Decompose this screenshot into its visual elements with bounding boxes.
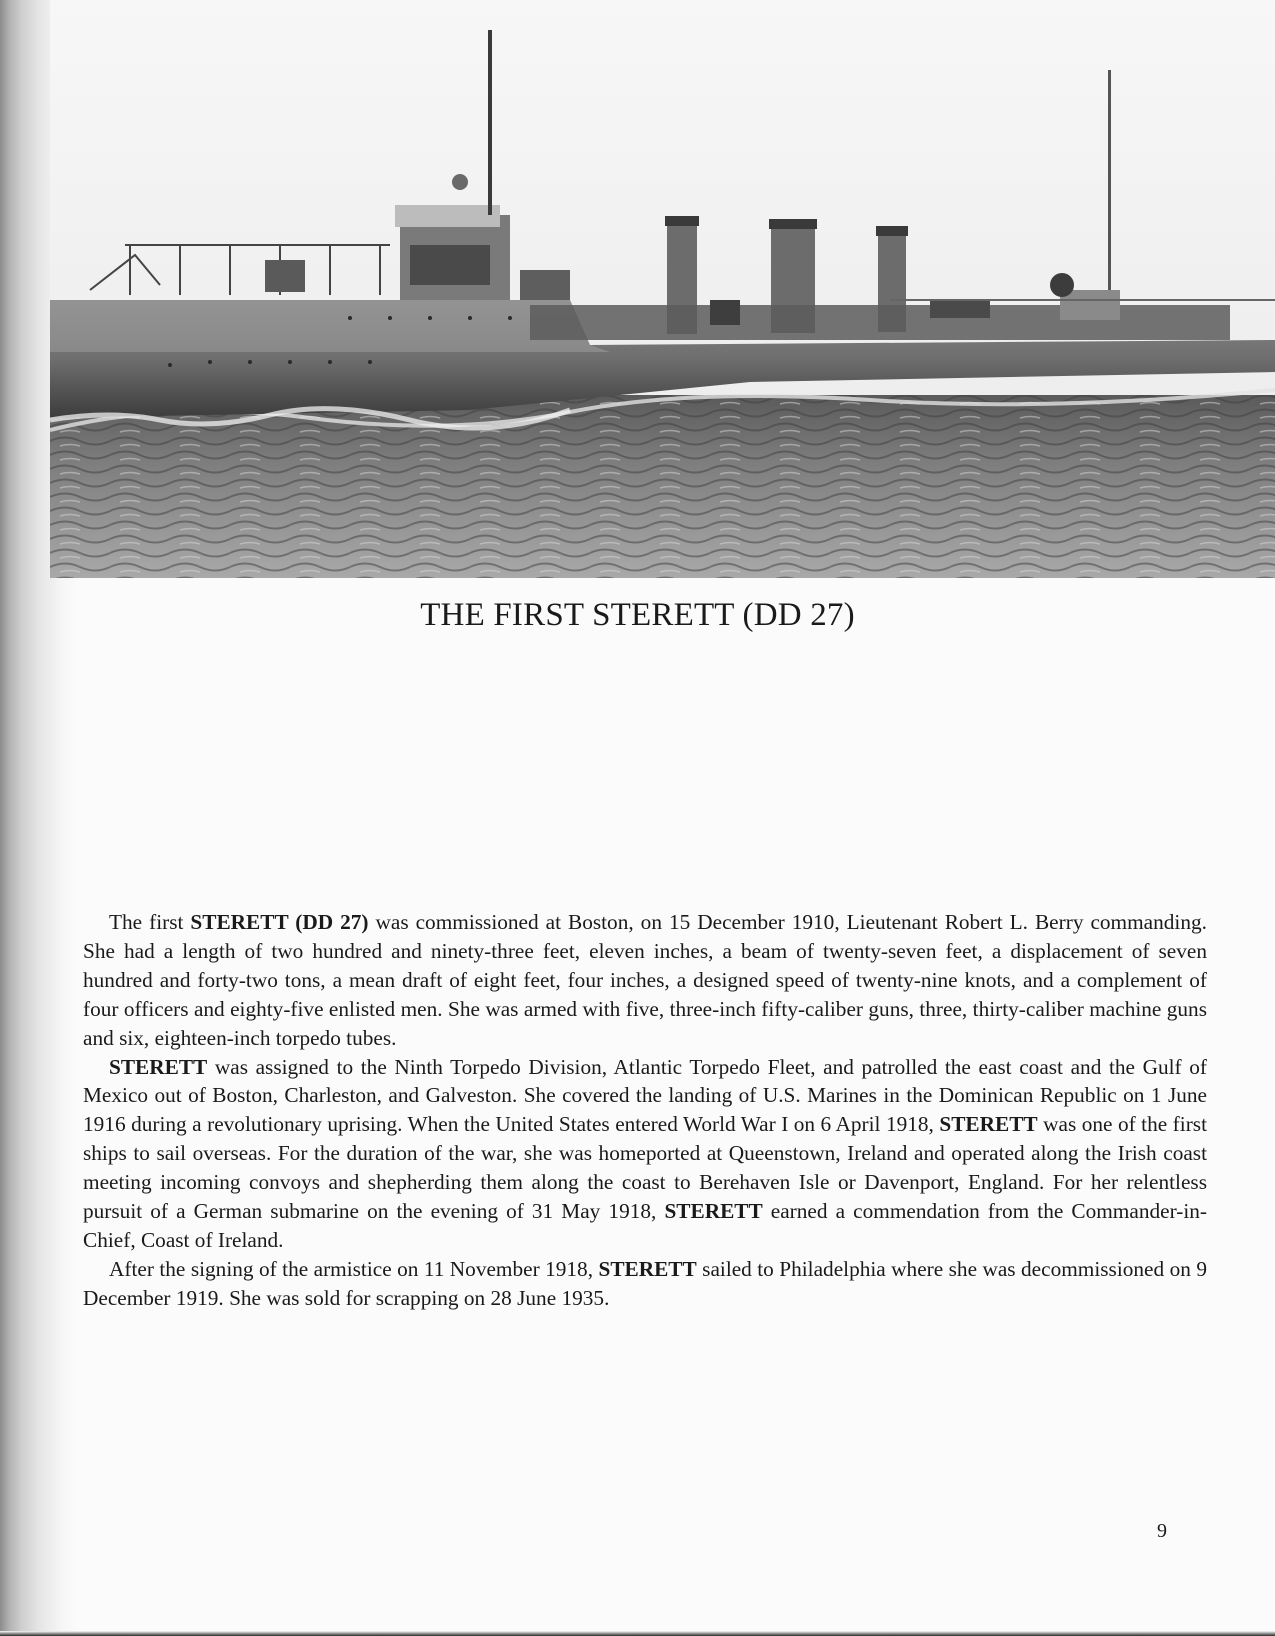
text-run: was assigned to the Ninth Torpedo Division, Atlantic Torpedo Fleet, and patrolled the east coast and the Gulf of Mexico out of Boston, Charleston, and Galveston. She covered the landing of U.S. Marines in the Dominican Republic on 1 June 1916 during a revolutionary uprising. When the United States entered World War I on 6 April 1918, (83, 1054, 1207, 1137)
paragraph (83, 908, 1207, 1053)
ship-name: STERETT (109, 1054, 208, 1079)
page-title: THE FIRST STERETT (DD 27) (420, 597, 855, 633)
page-bottom-edge (0, 1631, 1275, 1636)
body-text (83, 908, 1207, 1313)
paragraph (83, 1255, 1207, 1313)
destroyer-photograph (50, 0, 1275, 578)
text-run: earned a commendation from the Commander-in-Chief, Coast of Ireland. (83, 1199, 1207, 1252)
ship-name: STERETT (598, 1256, 697, 1281)
text-run: was one of the first ships to sail overseas. For the duration of the war, she was homeported at Queenstown, Ireland and operated along the Irish coast meeting incoming convoys and shepherding them along the coast to Berehaven Isle or Davenport, England. For her relentless pursuit of a German submarine on the evening of 31 May 1918, (83, 1112, 1207, 1224)
page-number: 9 (1157, 1520, 1167, 1542)
text-run: The first (109, 910, 191, 934)
paragraph (83, 1053, 1207, 1255)
text-run: sailed to Philadelphia where she was decommissioned on 9 December 1919. She was sold for scrapping on 28 June 1935. (83, 1256, 1207, 1310)
text-run: was commissioned at Boston, on 15 December 1910, Lieutenant Robert L. Berry commanding. She had a length of two hundred and ninety-three feet, eleven inches, a beam of twenty-seven feet, a displacement of seven hundred and forty-two tons, a mean draft of eight feet, four inches, a designed speed of twenty-nine knots, and a complement of four officers and eighty-five enlisted men. She was armed with five, three-inch fifty-caliber guns, three, thirty-caliber machine guns and six, eighteen-inch torpedo tubes. (83, 910, 1207, 1050)
ship-name: STERETT (DD 27) (190, 910, 369, 934)
ship-name: STERETT (664, 1199, 763, 1224)
ship-name: STERETT (939, 1112, 1038, 1137)
text-run: After the signing of the armistice on 11 November 1918, (109, 1256, 599, 1281)
